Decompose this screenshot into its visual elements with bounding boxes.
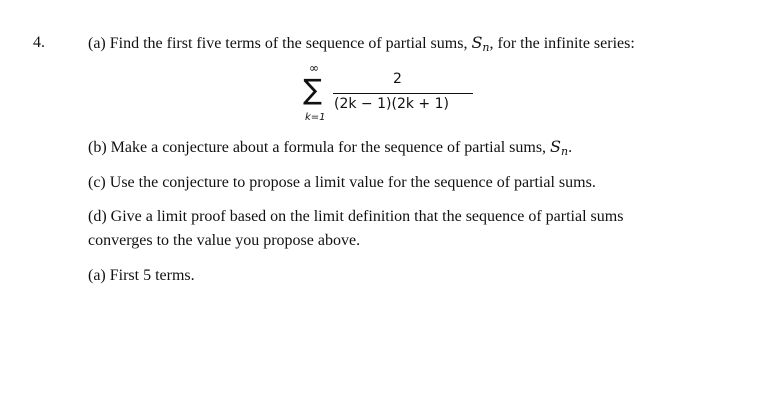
part-b-prefix: (b) Make a conjecture about a formula for the sequence of partial sums,	[88, 139, 551, 156]
part-d-line-2: converges to the value you propose above.	[88, 232, 361, 249]
upper-limit: ∞	[309, 61, 319, 75]
fraction-numerator: 2	[393, 71, 402, 87]
part-a-suffix: , for the infinite series:	[489, 35, 635, 52]
part-a-instruction	[88, 33, 635, 58]
fraction-bar	[333, 93, 473, 94]
part-b-suffix: .	[568, 139, 573, 156]
part-b-instruction	[88, 137, 572, 162]
problem-number: 4.	[33, 34, 45, 51]
lower-limit: k=1	[305, 112, 326, 123]
partial-sum-symbol-b: $S_n$	[550, 137, 569, 158]
part-c-instruction: (c) Use the conjecture to propose a limit value for the sequence of partial sums.	[88, 174, 596, 191]
answer-a-heading: (a) First 5 terms.	[88, 267, 195, 284]
sigma-symbol: ∑	[303, 73, 322, 106]
partial-sum-symbol: $S_n$	[471, 33, 490, 54]
part-d-line-1: (d) Give a limit proof based on the limit definition that the sequence of partial sums	[88, 208, 624, 225]
part-a-prefix: (a) Find the first five terms of the sequence of partial sums,	[88, 35, 472, 52]
fraction-denominator: (2k − 1)(2k + 1)	[334, 96, 449, 112]
